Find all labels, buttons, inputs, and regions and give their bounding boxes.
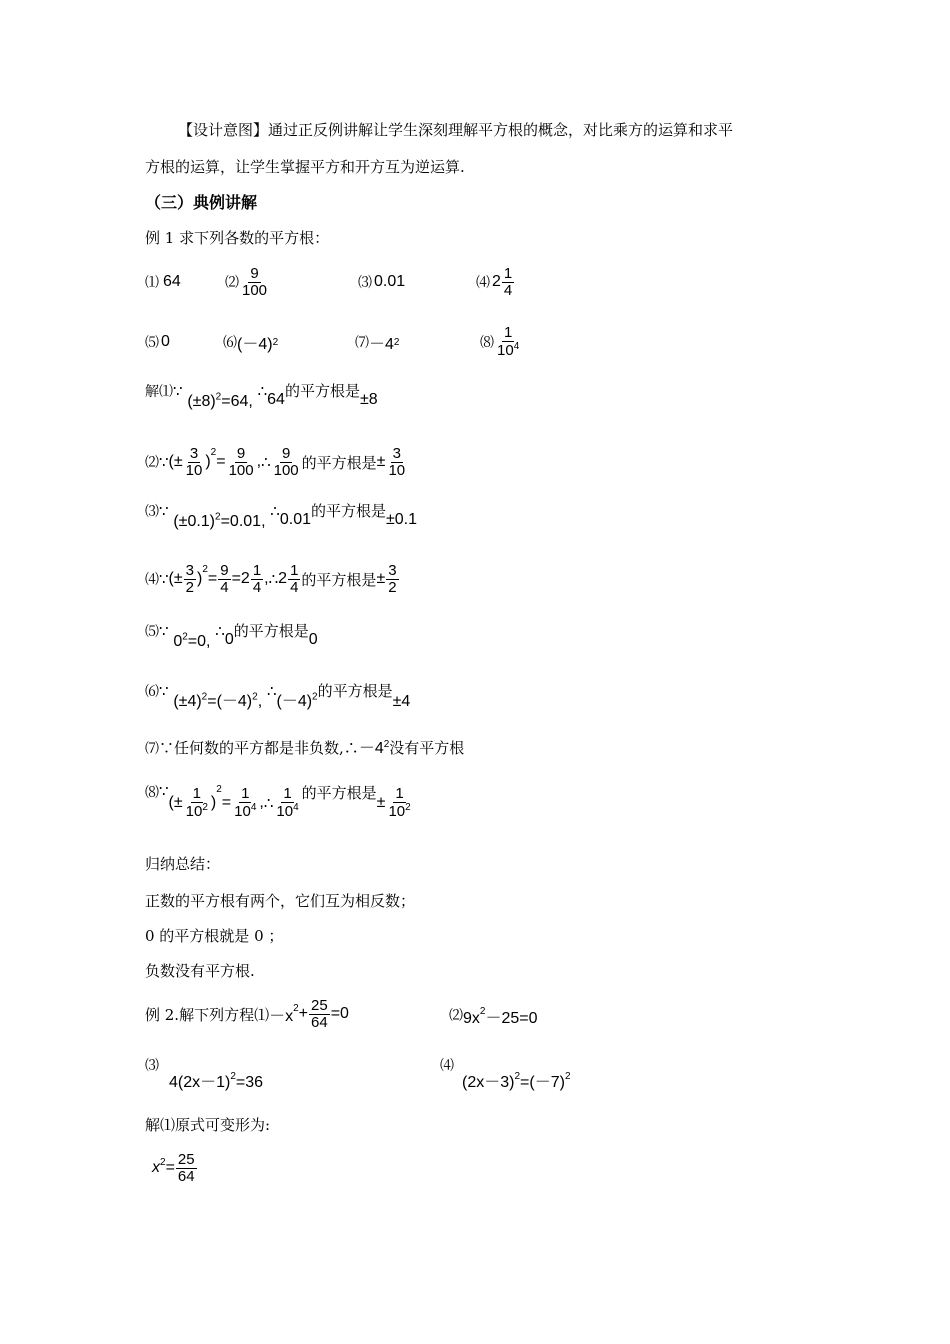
solution2-title: 解⑴原式可变形为: bbox=[145, 1116, 271, 1134]
design-intent-line2: 方根的运算，让学生掌握平方和开方互为逆运算. bbox=[145, 158, 465, 176]
ex1-item-6: ⑹ (－4) 2 bbox=[223, 335, 279, 353]
ex1-item-3: ⑶ 0.01 bbox=[358, 273, 406, 291]
example2-eq4: ⑷ $(2x-3)^2=(-7)^2$ bbox=[440, 1058, 571, 1091]
example2-eq3: ⑶ $4(2x-1)^2=36$ bbox=[145, 1058, 264, 1091]
summary-line3: 负数没有平方根. bbox=[145, 962, 255, 980]
ex1-item-4: ⑷ 2 1 4 bbox=[476, 264, 513, 299]
summary-line1: 正数的平方根有两个，它们互为相反数； bbox=[145, 892, 416, 910]
solution-8: ⑻ ∵ (± $\frac{1}{10^2}$ ) 2 = $\frac{1}{10^4}$ , ∴ 1 $10^4$ 的平方根是 ± $\frac{1}{10^2}$ bbox=[145, 782, 411, 820]
example2-eq2: $⑵9x^2-25=0$ bbox=[449, 1006, 538, 1027]
summary-line2: 0 的平方根就是 0 ； bbox=[145, 927, 284, 945]
ex1-item-5: ⑸ 0 bbox=[145, 333, 170, 351]
design-intent-line1: 【设计意图】通过正反例讲解让学生深刻理解平方根的概念，对比乘方的运算和求平 bbox=[178, 121, 734, 139]
solution-1: 解⑴∵ $(\pm 8)^2=64$, ∴64的平方根是±8 bbox=[145, 382, 378, 410]
section-title: （三）典例讲解 bbox=[145, 193, 258, 212]
solution-4: ⑷ ∵ (± $\frac{3}{2}$ ) 2 = $\frac{9}{4}$ =2 1 4 , ∴ 2 1 4 的平方根是 ± $\frac{3}{2}$ bbox=[145, 561, 397, 596]
ex1-item-1: ⑴ 64 bbox=[145, 273, 181, 291]
example2-eq1: 例 2.解下列方程⑴ －x 2 + $\frac{25}{64}$ =0 bbox=[145, 996, 349, 1031]
solution-3: ⑶∵ $(\pm 0.1)^2=0.01$, ∴0.01的平方根是±0.1 bbox=[145, 502, 418, 530]
example1-title: 例 1 求下列各数的平方根： bbox=[145, 229, 330, 247]
ex1-item-8: ⑻ 1 $10^4$ bbox=[480, 324, 520, 359]
solution2-step1: x 2 = $\frac{25}{64}$ bbox=[152, 1150, 195, 1185]
ex1-item-7: ⑺ －4 2 bbox=[355, 335, 400, 353]
summary-title: 归纳总结： bbox=[145, 855, 221, 873]
solution-7: ⑺∵任何数的平方都是非负数$,\therefore-4^2$没有平方根 bbox=[145, 739, 465, 757]
ex1-item-2: ⑵ 9 100 bbox=[225, 264, 268, 299]
solution-6: ⑹∵ $(\pm 4)^2=(-4)^2$, $\therefore(-4)^2$的平方根是±4 bbox=[145, 682, 411, 710]
solution-5: ⑸∵ $0^2=0$, ∴0的平方根是0 bbox=[145, 622, 318, 650]
solution-2: ⑵ ∵ (± $\frac{3}{10}$ ) 2 = $\frac{9}{100}$ , ∴ 9 100 的平方根是 ± $\frac{3}{10}$ bbox=[145, 444, 406, 479]
